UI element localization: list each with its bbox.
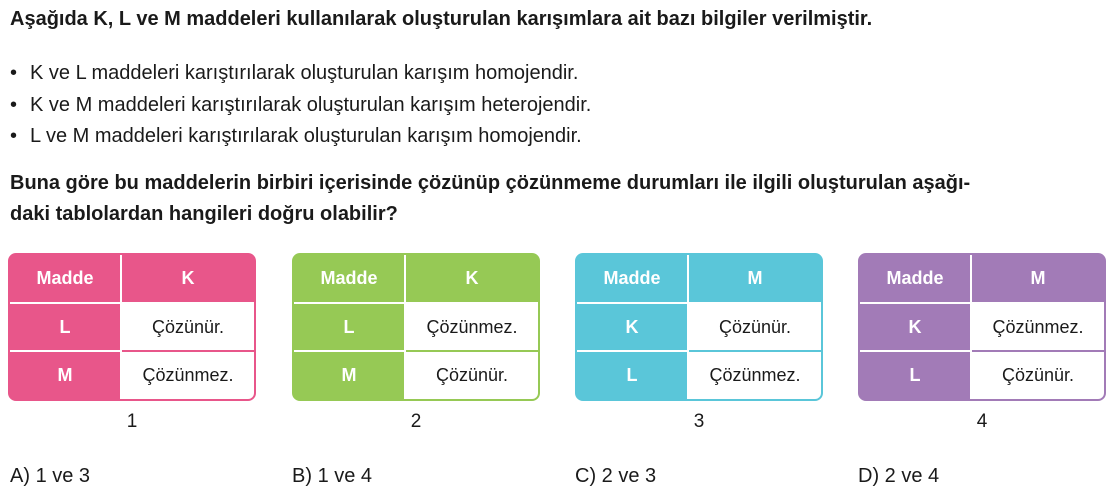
row-substance: M: [294, 352, 406, 399]
row-result: Çözünmez.: [406, 304, 538, 352]
table-header-substance: M: [972, 255, 1104, 304]
list-item-text: K ve L maddeleri karıştırılarak oluşturulan karışım homojendir.: [30, 62, 579, 84]
option-a[interactable]: [10, 465, 90, 488]
table-header-substance: K: [122, 255, 254, 304]
option-b[interactable]: [292, 465, 372, 488]
list-item: [10, 58, 591, 90]
table-3: [575, 253, 823, 401]
question-line: daki tablolardan hangileri doğru olabilir?: [10, 203, 398, 225]
table-1: [8, 253, 256, 401]
option-text: 1 ve 3: [35, 465, 91, 487]
table-header-madde: Madde: [860, 255, 972, 304]
table-header-madde: Madde: [294, 255, 406, 304]
table-4: [858, 253, 1106, 401]
row-result: Çözünür.: [972, 352, 1104, 399]
option-letter: B): [292, 465, 312, 487]
table-number: 4: [976, 411, 988, 432]
list-item: [10, 121, 591, 153]
option-text: 2 ve 3: [601, 465, 657, 487]
row-substance: K: [860, 304, 972, 352]
table-header-substance: K: [406, 255, 538, 304]
bullet-icon: •: [10, 62, 18, 84]
option-c[interactable]: [575, 465, 656, 488]
option-d[interactable]: [858, 465, 939, 488]
row-substance: L: [577, 352, 689, 399]
row-result: Çözünür.: [122, 304, 254, 352]
question-text: [10, 168, 1110, 230]
table-number: 2: [410, 411, 422, 432]
info-list: [10, 58, 591, 153]
option-letter: A): [10, 465, 30, 487]
row-substance: L: [10, 304, 122, 352]
bullet-icon: •: [10, 125, 18, 147]
table-header-madde: Madde: [10, 255, 122, 304]
row-substance: L: [860, 352, 972, 399]
bullet-icon: •: [10, 93, 18, 116]
row-result: Çözünür.: [689, 304, 821, 352]
row-result: Çözünmez.: [689, 352, 821, 399]
row-substance: K: [577, 304, 689, 352]
list-item-text: L ve M maddeleri karıştırılarak oluşturulan karışım homojendir.: [30, 125, 582, 147]
row-result: Çözünmez.: [972, 304, 1104, 352]
table-number: 3: [693, 411, 705, 432]
table-header-madde: Madde: [577, 255, 689, 304]
table-number: 1: [126, 411, 138, 432]
list-item-text: K ve M maddeleri karıştırılarak oluşturulan karışım heterojendir.: [30, 93, 592, 116]
list-item: [10, 90, 591, 122]
option-letter: D): [858, 465, 880, 487]
table-header-substance: M: [689, 255, 821, 304]
row-substance: M: [10, 352, 122, 399]
option-text: 1 ve 4: [317, 465, 373, 487]
option-letter: C): [575, 465, 597, 487]
table-2: [292, 253, 540, 401]
row-result: Çözünmez.: [122, 352, 254, 399]
row-substance: L: [294, 304, 406, 352]
row-result: Çözünür.: [406, 352, 538, 399]
intro-text: Aşağıda K, L ve M maddeleri kullanılarak oluşturulan karışımlara ait bazı bilgiler verilmiştir.: [10, 8, 873, 30]
option-text: 2 ve 4: [884, 465, 940, 487]
question-line: Buna göre bu maddelerin birbiri içerisinde çözünüp çözünmeme durumları ile ilgili oluşturulan aşağı-: [10, 172, 971, 194]
